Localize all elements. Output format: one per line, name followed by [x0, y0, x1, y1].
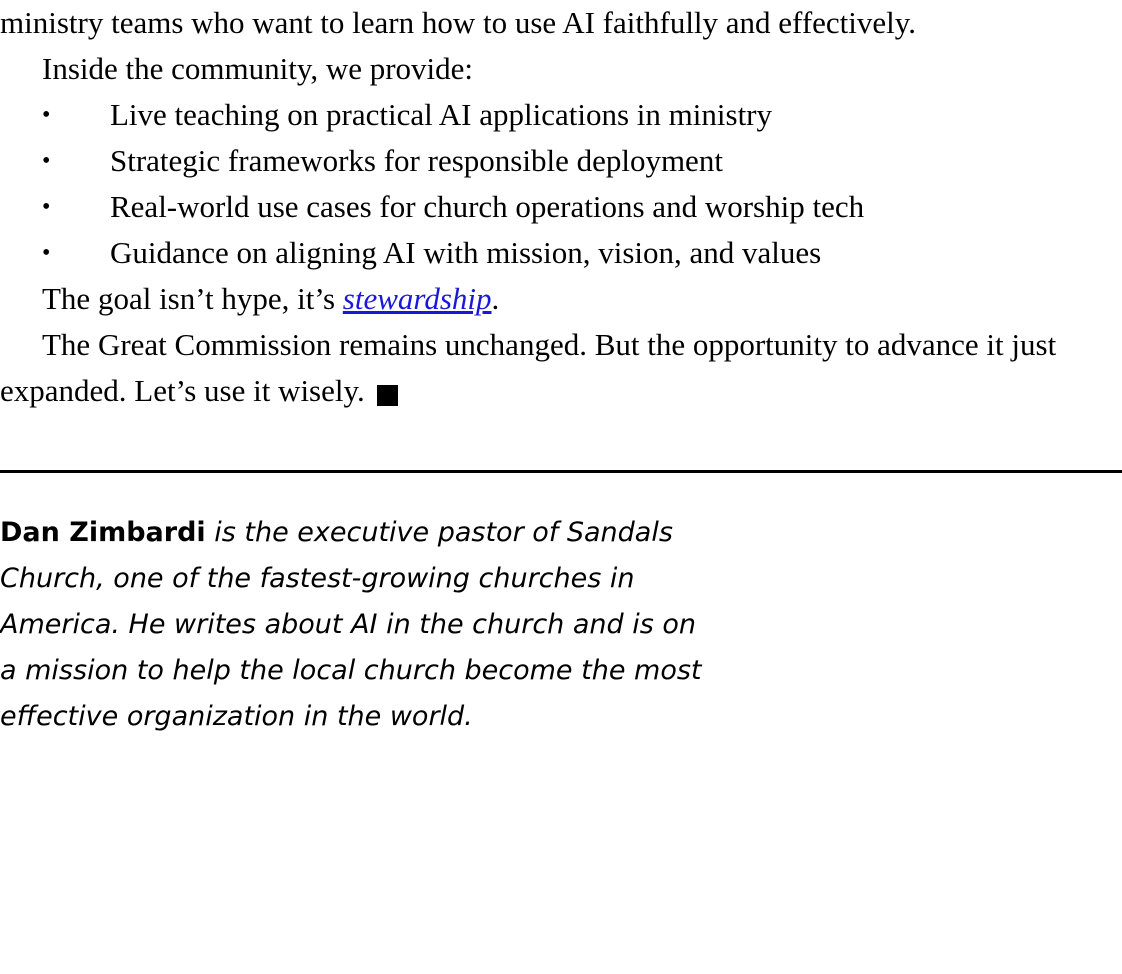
article-body [0, 0, 1122, 414]
benefits-list [0, 92, 1122, 276]
goal-text-before: The goal isn’t hype, it’s [42, 281, 343, 316]
closing-paragraph [0, 322, 1122, 414]
list-item [0, 92, 1122, 138]
section-divider [0, 470, 1122, 473]
stewardship-link[interactable]: stewardship [342, 281, 492, 316]
list-item-label: Real-world use cases for church operations and worship tech [110, 189, 865, 224]
closing-text: The Great Commission remains unchanged. But the opportunity to advance it just expanded. Let’s use it wisely. [0, 327, 1057, 408]
goal-text-after: . [491, 281, 500, 316]
continued-paragraph: ministry teams who want to learn how to use AI faithfully and effectively. [0, 5, 916, 40]
list-item [0, 184, 1122, 230]
bullet-icon: • [42, 102, 51, 128]
bullet-icon: • [42, 148, 51, 174]
author-name: Dan Zimbardi [0, 517, 206, 548]
list-item-label: Guidance on aligning AI with mission, vision, and values [110, 235, 822, 270]
list-item-label: Live teaching on practical AI applications in ministry [110, 97, 773, 132]
intro-paragraph: Inside the community, we provide: [42, 51, 474, 86]
goal-paragraph [0, 276, 1122, 322]
bullet-icon: • [42, 194, 51, 220]
bullet-icon: • [42, 240, 51, 266]
author-bio [0, 510, 720, 740]
list-item-label: Strategic frameworks for responsible deployment [110, 143, 723, 178]
end-mark-icon: T [377, 385, 398, 406]
author-bio-text: is the executive pastor of Sandals Church, one of the fastest-growing churches in America. He writes about AI in the church and is on a mission to help the local church become the most effective organization in the world. [0, 517, 702, 732]
list-item [0, 138, 1122, 184]
list-item [0, 230, 1122, 276]
